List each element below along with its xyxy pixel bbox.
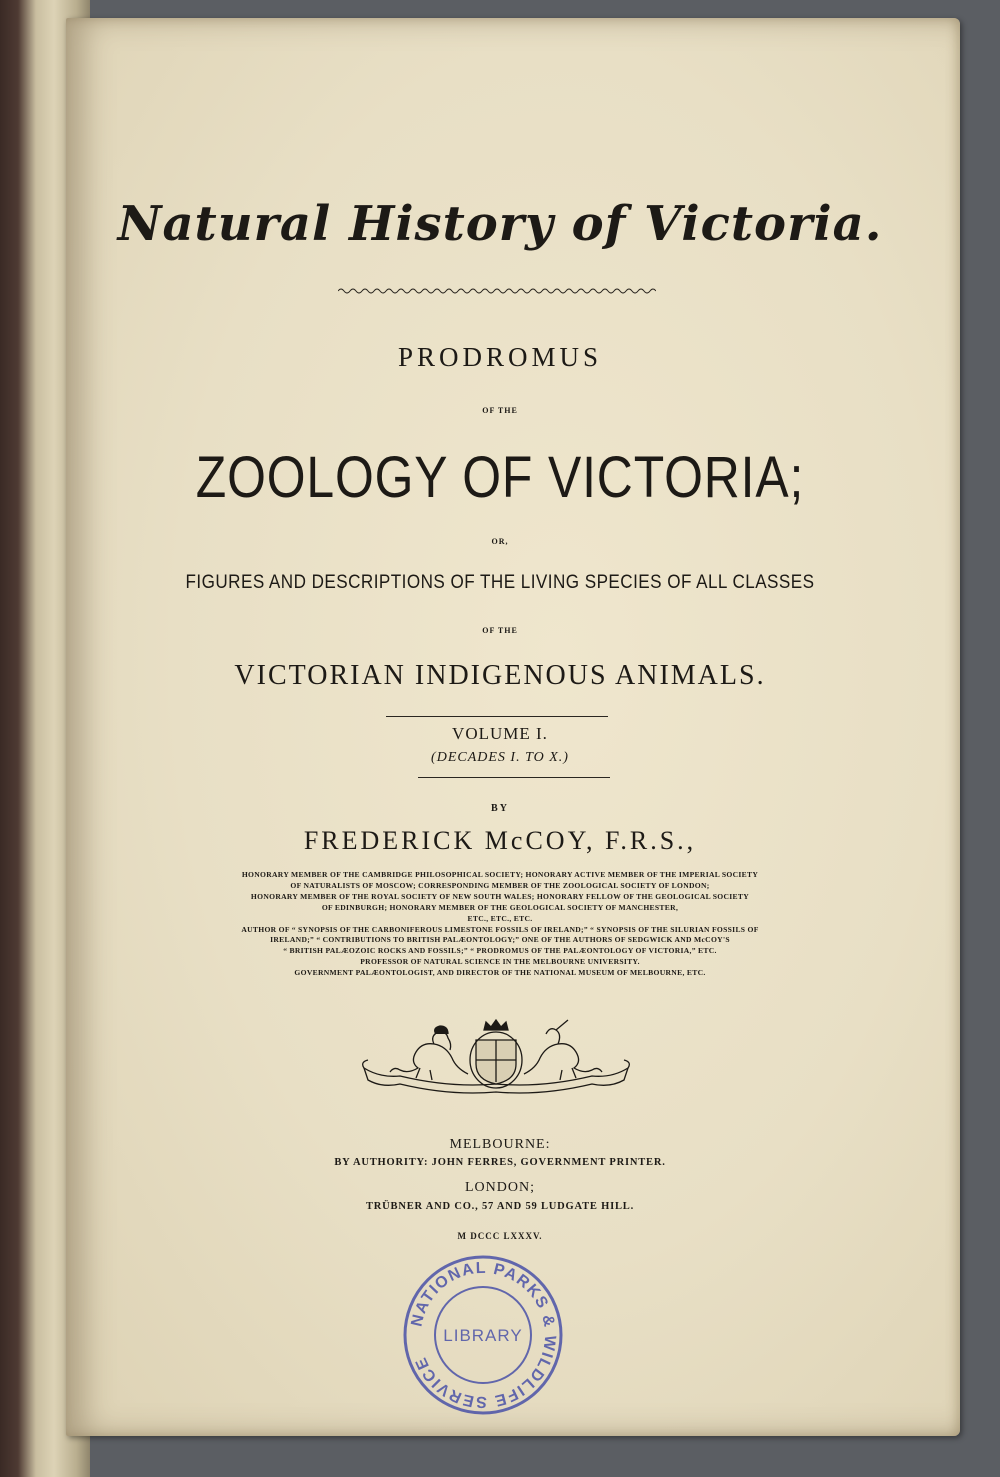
credential-line: PROFESSOR OF NATURAL SCIENCE IN THE MELBOURNE UNIVERSITY. <box>360 957 640 967</box>
author-credentials <box>150 870 850 979</box>
rule-top <box>386 716 608 717</box>
subtitle-animals: VICTORIAN INDIGENOUS ANIMALS. <box>234 660 766 691</box>
credential-line: HONORARY MEMBER OF THE ROYAL SOCIETY OF NEW SOUTH WALES; HONORARY FELLOW OF THE GEOLOGICAL SOCIETY <box>250 891 750 901</box>
stamp-center-text: LIBRARY <box>443 1326 523 1345</box>
credential-line: IRELAND;” “ CONTRIBUTIONS TO BRITISH PALÆONTOLOGY;” ONE OF THE AUTHORS OF SEDGWICK AND McCOY'S <box>270 935 730 945</box>
publication-year: M DCCC LXXXV. <box>457 1231 543 1241</box>
royal-coat-of-arms-icon <box>360 1018 632 1096</box>
series-title: Natural History of Victoria. <box>117 196 883 252</box>
imprint-city-london: LONDON; <box>465 1180 535 1195</box>
stamp-ring-text: NATIONAL PARKS & WILDLIFE SERVICE <box>408 1259 559 1411</box>
subtitle: FIGURES AND DESCRIPTIONS OF THE LIVING SPECIES OF ALL CLASSES <box>185 572 815 593</box>
credential-line: AUTHOR OF “ SYNOPSIS OF THE CARBONIFEROUS LIMESTONE FOSSILS OF IRELAND;” “ SYNOPSIS OF THE SILURIAN FOSSILS OF <box>241 924 759 934</box>
rule-bottom <box>418 777 610 778</box>
imprint-publisher: TRÜBNER AND CO., 57 AND 59 LUDGATE HILL. <box>365 1201 635 1212</box>
credential-line: OF NATURALISTS OF MOSCOW; CORRESPONDING MEMBER OF THE ZOOLOGICAL SOCIETY OF LONDON; <box>290 880 710 890</box>
main-title: ZOOLOGY OF VICTORIA; <box>195 445 805 510</box>
credential-line: OF EDINBURGH; HONORARY MEMBER OF THE GEOLOGICAL SOCIETY OF MANCHESTER, <box>321 902 679 912</box>
library-stamp <box>400 1252 566 1418</box>
credential-line: ETC., ETC., ETC. <box>467 913 533 923</box>
credential-line: HONORARY MEMBER OF THE CAMBRIDGE PHILOSOPHICAL SOCIETY; HONORARY ACTIVE MEMBER OF THE IMPERIAL SOCIETY <box>241 870 759 879</box>
prodromus-heading: PRODROMUS <box>397 342 603 372</box>
imprint-city-melbourne: MELBOURNE: <box>449 1137 551 1152</box>
of-the-connector-2: OF THE <box>482 626 518 635</box>
credential-line: “ BRITISH PALÆOZOIC ROCKS AND FOSSILS;” “ PRODROMUS OF THE PALÆONTOLOGY OF VICTORIA,” ETC. <box>283 946 717 956</box>
ornamental-rule <box>338 286 656 296</box>
decades-label: (DECADES I. TO X.) <box>431 750 569 765</box>
of-the-connector-1: OF THE <box>482 406 518 415</box>
credential-line: GOVERNMENT PALÆONTOLOGIST, AND DIRECTOR OF THE NATIONAL MUSEUM OF MELBOURNE, ETC. <box>294 968 706 978</box>
or-connector: OR, <box>491 537 509 546</box>
imprint-printer: BY AUTHORITY: JOHN FERRES, GOVERNMENT PRINTER. <box>334 1157 666 1168</box>
volume-label: VOLUME I. <box>452 724 548 743</box>
author-name: FREDERICK McCOY, F.R.S., <box>303 826 697 855</box>
by-label: BY <box>491 803 509 814</box>
